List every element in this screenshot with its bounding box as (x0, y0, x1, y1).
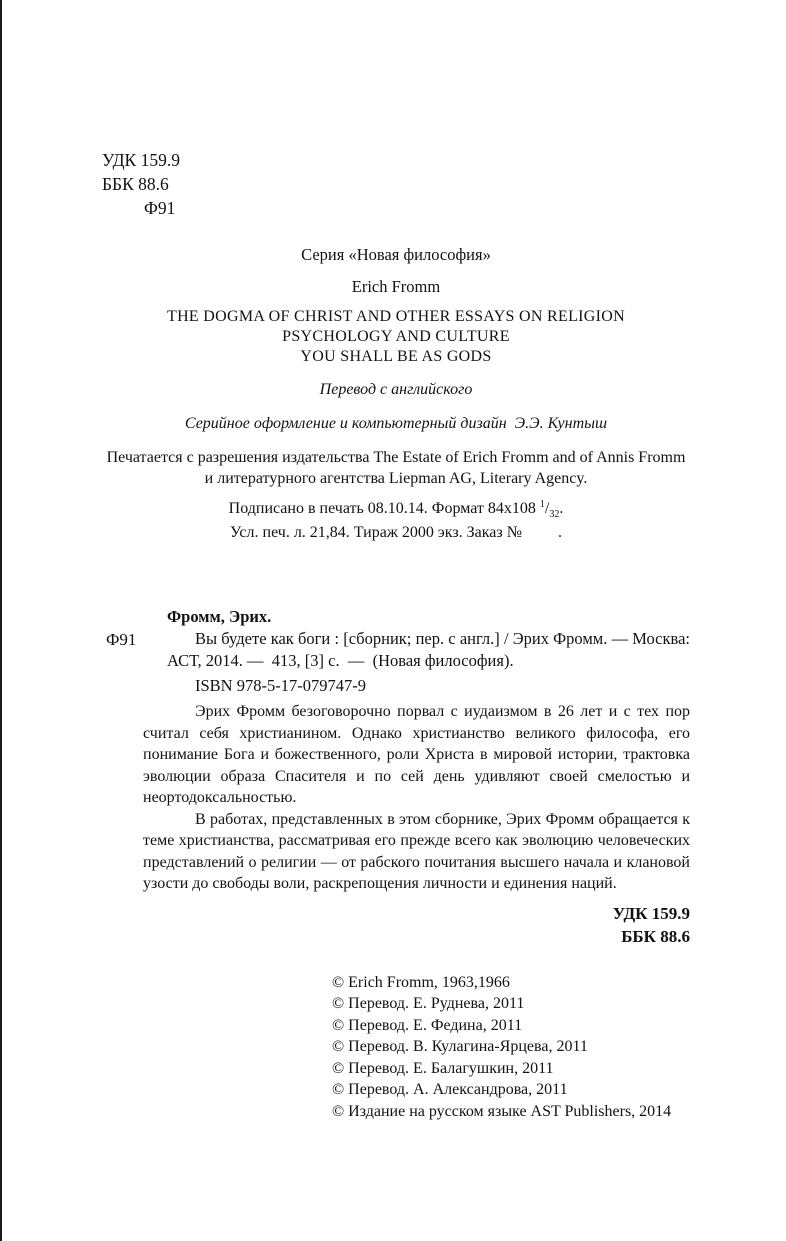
copyright-line-5: © Перевод. Е. Балагушкин, 2011 (332, 1059, 554, 1077)
author-sign-margin: Ф91 (106, 630, 137, 650)
format-fraction-slash: / (544, 500, 550, 518)
author-sign-top: Ф91 (144, 198, 176, 218)
original-title-line-3: YOU SHALL BE AS GODS (300, 347, 492, 365)
isbn-number: ISBN 978-5-17-079747-9 (195, 675, 366, 695)
translation-note: Перевод с английского (319, 380, 473, 398)
print-info-line-1 (102, 498, 690, 521)
print-date-format: Подписано в печать 08.10.14. Формат 84х108 (228, 500, 540, 518)
copyright-line-3: © Перевод. Е. Федина, 2011 (332, 1016, 523, 1034)
series-title: Серия «Новая философия» (301, 245, 491, 264)
copyright-block (332, 972, 690, 1123)
bib-author-heading: Фромм, Эрих. (167, 607, 272, 627)
copyright-line-6: © Перевод. А. Александрова, 2011 (332, 1081, 568, 1099)
udk-code-bottom: УДК 159.9 (612, 903, 690, 923)
original-title-line-1: THE DOGMA OF CHRIST AND OTHER ESSAYS ON RELIGION (167, 307, 625, 325)
bib-entry-text: Вы будете как боги : [сборник; пер. с англ.] / Эрих Фромм. — Москва: АСТ, 2014. — 413, [3] с. — (Новая философия). (167, 628, 690, 670)
annotation-paragraph-2: В работах, представленных в этом сборнике, Эрих Фромм обращается к теме христианства, рассматривая его прежде всего как эволюцию человеческих представлений о религии — от рабского почитания высшего начала и клановой узости до свободы воли, раскрепощения личности и единения наций. (143, 810, 690, 893)
bbk-code-bottom: ББК 88.6 (621, 926, 690, 946)
print-info-line-2: Усл. печ. л. 21,84. Тираж 2000 экз. Заказ № . (230, 524, 562, 542)
copyright-line-4: © Перевод. В. Кулагина-Ярцева, 2011 (332, 1038, 588, 1056)
copyright-line-7: © Издание на русском языке AST Publishers, 2014 (332, 1102, 672, 1120)
bibliographic-record (102, 606, 690, 696)
author-name-english: Erich Fromm (351, 277, 441, 297)
annotation-block (143, 701, 690, 895)
annotation-paragraph-1: Эрих Фромм безоговорочно порвал с иудаизмом в 26 лет и с тех пор считал себя христианином. Однако христианство великого философа, его понимание Бога и божественного, роли Христа в мировой истории, трактовка эволюции образа Спасителя и по сей день удивляют своей смелостью и неортодоксальностью. (143, 703, 690, 807)
classification-codes-top (102, 148, 690, 220)
print-line-period: . (559, 500, 564, 518)
copyright-line-2: © Перевод. Е. Руднева, 2011 (332, 995, 525, 1013)
design-credit-note: Серийное оформление и компьютерный дизайн Э.Э. Кунтыш (184, 414, 608, 432)
udk-code-top: УДК 159.9 (102, 150, 180, 170)
format-fraction-denominator: 32 (549, 509, 560, 521)
classification-codes-bottom (102, 902, 690, 948)
original-title-block (102, 307, 690, 367)
copyright-line-1: © Erich Fromm, 1963,1966 (332, 973, 510, 991)
bbk-code-top: ББК 88.6 (102, 174, 169, 194)
permission-note: Печатается с разрешения издательства The Estate of Erich Fromm and of Annis Fromm и литературного агентства Liepman AG, Literary Agency. (106, 449, 686, 488)
format-fraction-numerator: 1 (539, 499, 545, 511)
original-title-line-2: PSYCHOLOGY AND CULTURE (282, 327, 510, 345)
